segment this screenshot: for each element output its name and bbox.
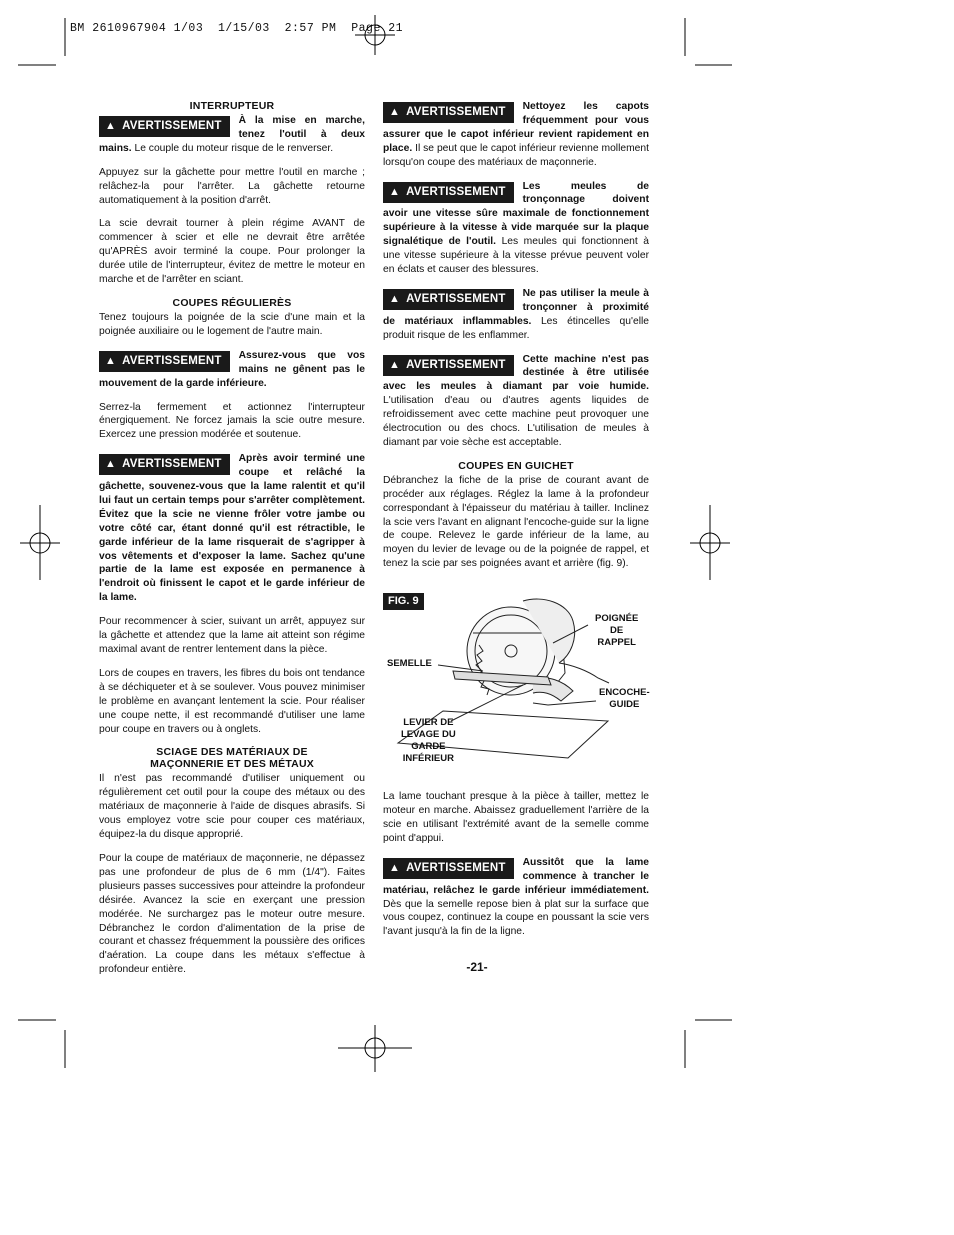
warning-triangle-icon: ▲ (389, 292, 401, 305)
heading-sciage-1: SCIAGE DES MATÉRIAUX DE (156, 746, 308, 759)
warning-triangle-icon: ▲ (389, 185, 401, 198)
right-column (383, 100, 649, 949)
figure-label: FIG. 9 (383, 593, 424, 610)
warning-badge: ▲ AVERTISSEMENT (383, 182, 514, 203)
label-encoche-guide: ENCOCHE- GUIDE (599, 687, 650, 711)
paragraph-restart: Pour recommencer à scier, suivant un arrêt, appuyez sur la gâchette et attendez que la lame ait atteint son régime maximal avant de rentrer lentement dans la pièce. (99, 616, 365, 655)
warning-badge: ▲ AVERTISSEMENT (383, 289, 514, 310)
warning-triangle-icon: ▲ (389, 358, 401, 371)
warning-block-blade-coast: ▲ AVERTISSEMENT Après avoir terminé une coupe et relâché la gâchette, souvenez-vous que la lame ralentit et qu'il lui faut un certain temps pour s'arrêter complètement. Évitez que la scie ne vienne frôler votre jambe ou votre côté car, étant donné qu'il est rétractible, le garde inférieur de la lame risquerait de s'agripper à vos vêtements et d'exposer la lame. Sachez qu'une partie de la lame est exposée en permanence à l'endroit où finissent le capot et le garde inférieur de la lame. (99, 453, 365, 604)
paragraph-trigger: Appuyez sur la gâchette pour mettre l'outil en marche ; relâchez-la pour l'arrêter. La gâchette retourne automatiquement à la position d'arrêt. (99, 166, 365, 206)
paragraph-crosscut: Lors de coupes en travers, les fibres du bois ont tendance à se déchiqueter et à se soulever. Vous pouvez minimiser le problème en avançant lentement la scie. Pour réaliser une coupe nette, il est recommandé d'utiliser une lame pour coupe en travers ou à onglets. (99, 667, 365, 735)
paragraph-pressure: Serrez-la fermement et actionnez l'interrupteur énergiquement. Ne forcez jamais la scie outre mesure. Exercez une pression modérée et soutenue. (99, 401, 365, 441)
label-semelle: SEMELLE (387, 658, 432, 670)
heading-interrupteur: INTERRUPTEUR (189, 100, 275, 112)
registration-mark-left (20, 505, 60, 580)
warning-block-wheel-speed: ▲ AVERTISSEMENT Les meules de tronçonnage doivent avoir une vitesse sûre maximale de fonctionnement supérieure à la vitesse à vide marquée sur la plaque signalétique de l'outil. Les meules qui fonctionnent à une vitesse supérieure à la vitesse prévue peuvent voler en éclats et causer des blessures. (383, 180, 650, 275)
left-column (99, 100, 365, 987)
warning-badge: ▲ AVERTISSEMENT (383, 102, 514, 123)
heading-sciage-2: MAÇONNERIE ET DES MÉTAUX (150, 758, 314, 771)
heading-coupes-en-guichet: COUPES EN GUICHET (458, 459, 574, 472)
paragraph-plunge-setup: Débranchez la fiche de la prise de courant avant de procéder aux réglages. Réglez la lame à la profondeur correspondant à l'épaisseur du matériau à tailler. Inclinez la scie vers l'avant en alignant l'encoche-guide sur la ligne de coupe. Relevez le garde inférieur de la lame, au moyen du levier de levage ou de la poignée de rappel, et tenez la scie par ses poignées avant et arrière (fig. 9). (383, 474, 649, 570)
paragraph-start-cut: La lame touchant presque à la pièce à tailler, mettez le moteur en marche. Abaissez graduellement l'arrière de la scie en utilisant l'extrémité avant de la semelle comme point d'appui. (383, 791, 649, 844)
print-slug: BM 2610967904 1/03 1/15/03 2:57 PM Page 21 (70, 22, 404, 35)
warning-block-flammable: ▲ AVERTISSEMENT Ne pas utiliser la meule à tronçonner à proximité de matériaux inflammables. Les étincelles qu'elle produit risque de les enflammer. (383, 287, 649, 341)
paragraph-masonry-metal: Il n'est pas recommandé d'utiliser uniquement ou régulièrement cet outil pour la coupe des métaux ou des matériaux de maçonnerie à l'aide de disques abrasifs. Si vous employez votre scie pour couper ces matériaux, équipez-la du disque approprié. (99, 773, 365, 841)
warning-badge: ▲ AVERTISSEMENT (383, 355, 514, 376)
warning-block-release-guard: ▲ AVERTISSEMENT Aussitôt que la lame commence à trancher le matériau, relâchez le garde inférieur immédiatement. Dès que la semelle repose bien à plat sur la surface que vous coupez, continuez la coupe en poussant la scie vers l'avant jusqu'à la fin de la ligne. (383, 856, 649, 938)
label-levier-de-levage: LEVIER DE LEVAGE DU GARDE INFÉRIEUR (401, 717, 456, 765)
warning-block-clean-guards: ▲ AVERTISSEMENT Nettoyez les capots fréquemment pour vous assurer que le capot inférieur revient rapidement en place. Il se peut que le capot inférieur revienne mollement lorsqu'on coupe des matériaux de maçonnerie. (383, 101, 649, 168)
heading-coupes-regulieres: COUPES RÉGULIERÈS (172, 296, 292, 309)
label-poignee-de-rappel: POIGNÉE DE RAPPEL (595, 613, 639, 649)
paragraph-grip: Tenez toujours la poignée de la scie d'une main et la poignée auxiliaire ou le logement de l'autre main. (99, 311, 365, 337)
warning-badge: ▲ AVERTISSEMENT (383, 858, 514, 879)
warning-triangle-icon: ▲ (105, 458, 117, 471)
warning-triangle-icon: ▲ (389, 861, 401, 874)
warning-triangle-icon: ▲ (105, 354, 117, 367)
warning-block-wet-diamond: ▲ AVERTISSEMENT Cette machine n'est pas destinée à être utilisée avec les meules à diamant par voie humide. L'utilisation d'eau ou d'autres agents liquides de refroidissement avec cette machine peut provoquer une électrocution ou des chocs. L'utilisation de meules à diamant par voie sèche est acceptable. (383, 353, 649, 448)
warning-triangle-icon: ▲ (105, 120, 117, 132)
page-number: -21- (466, 960, 488, 974)
paragraph-masonry-depth: Pour la coupe de matériaux de maçonnerie, ne dépassez pas une profondeur de plus de 6 mm (1/4"). Faites plusieurs passes successives pour atteindre la profondeur désirée. Avancez la scie en exerçant une pression modérée. Ne surchargez pas le moteur outre mesure. Débranchez le cordon d'alimentation de la prise de courant et chassez fréquemment la poussière des orifices d'aération. La coupe dans les métaux s'effectue à profondeur entière. (99, 852, 365, 976)
figure-9 (383, 593, 649, 778)
warning-badge: ▲ AVERTISSEMENT (99, 116, 230, 137)
paragraph-full-speed: La scie devrait tourner à plein régime AVANT de commencer à scier et elle ne devrait être arrêtée qu'APRÈS avoir terminé la coupe. Pour prolonger la durée utile de l'interrupteur, évitez de mettre le moteur en marche et de l'arrêter en sciant. (99, 218, 365, 286)
warning-block-two-hands: ▲ AVERTISSEMENT À la mise en marche, tenez l'outil à deux mains. Le couple du moteur risque de le renverser. (99, 115, 365, 154)
warning-badge: ▲ AVERTISSEMENT (99, 351, 230, 372)
registration-mark-top (355, 15, 395, 55)
registration-mark-right (690, 505, 730, 580)
warning-block-hands: ▲ AVERTISSEMENT Assurez-vous que vos mains ne gênent pas le mouvement de la garde inférieure. (99, 349, 365, 389)
registration-mark-bottom (338, 1025, 412, 1072)
warning-triangle-icon: ▲ (389, 106, 401, 118)
warning-badge: ▲ AVERTISSEMENT (99, 454, 230, 475)
